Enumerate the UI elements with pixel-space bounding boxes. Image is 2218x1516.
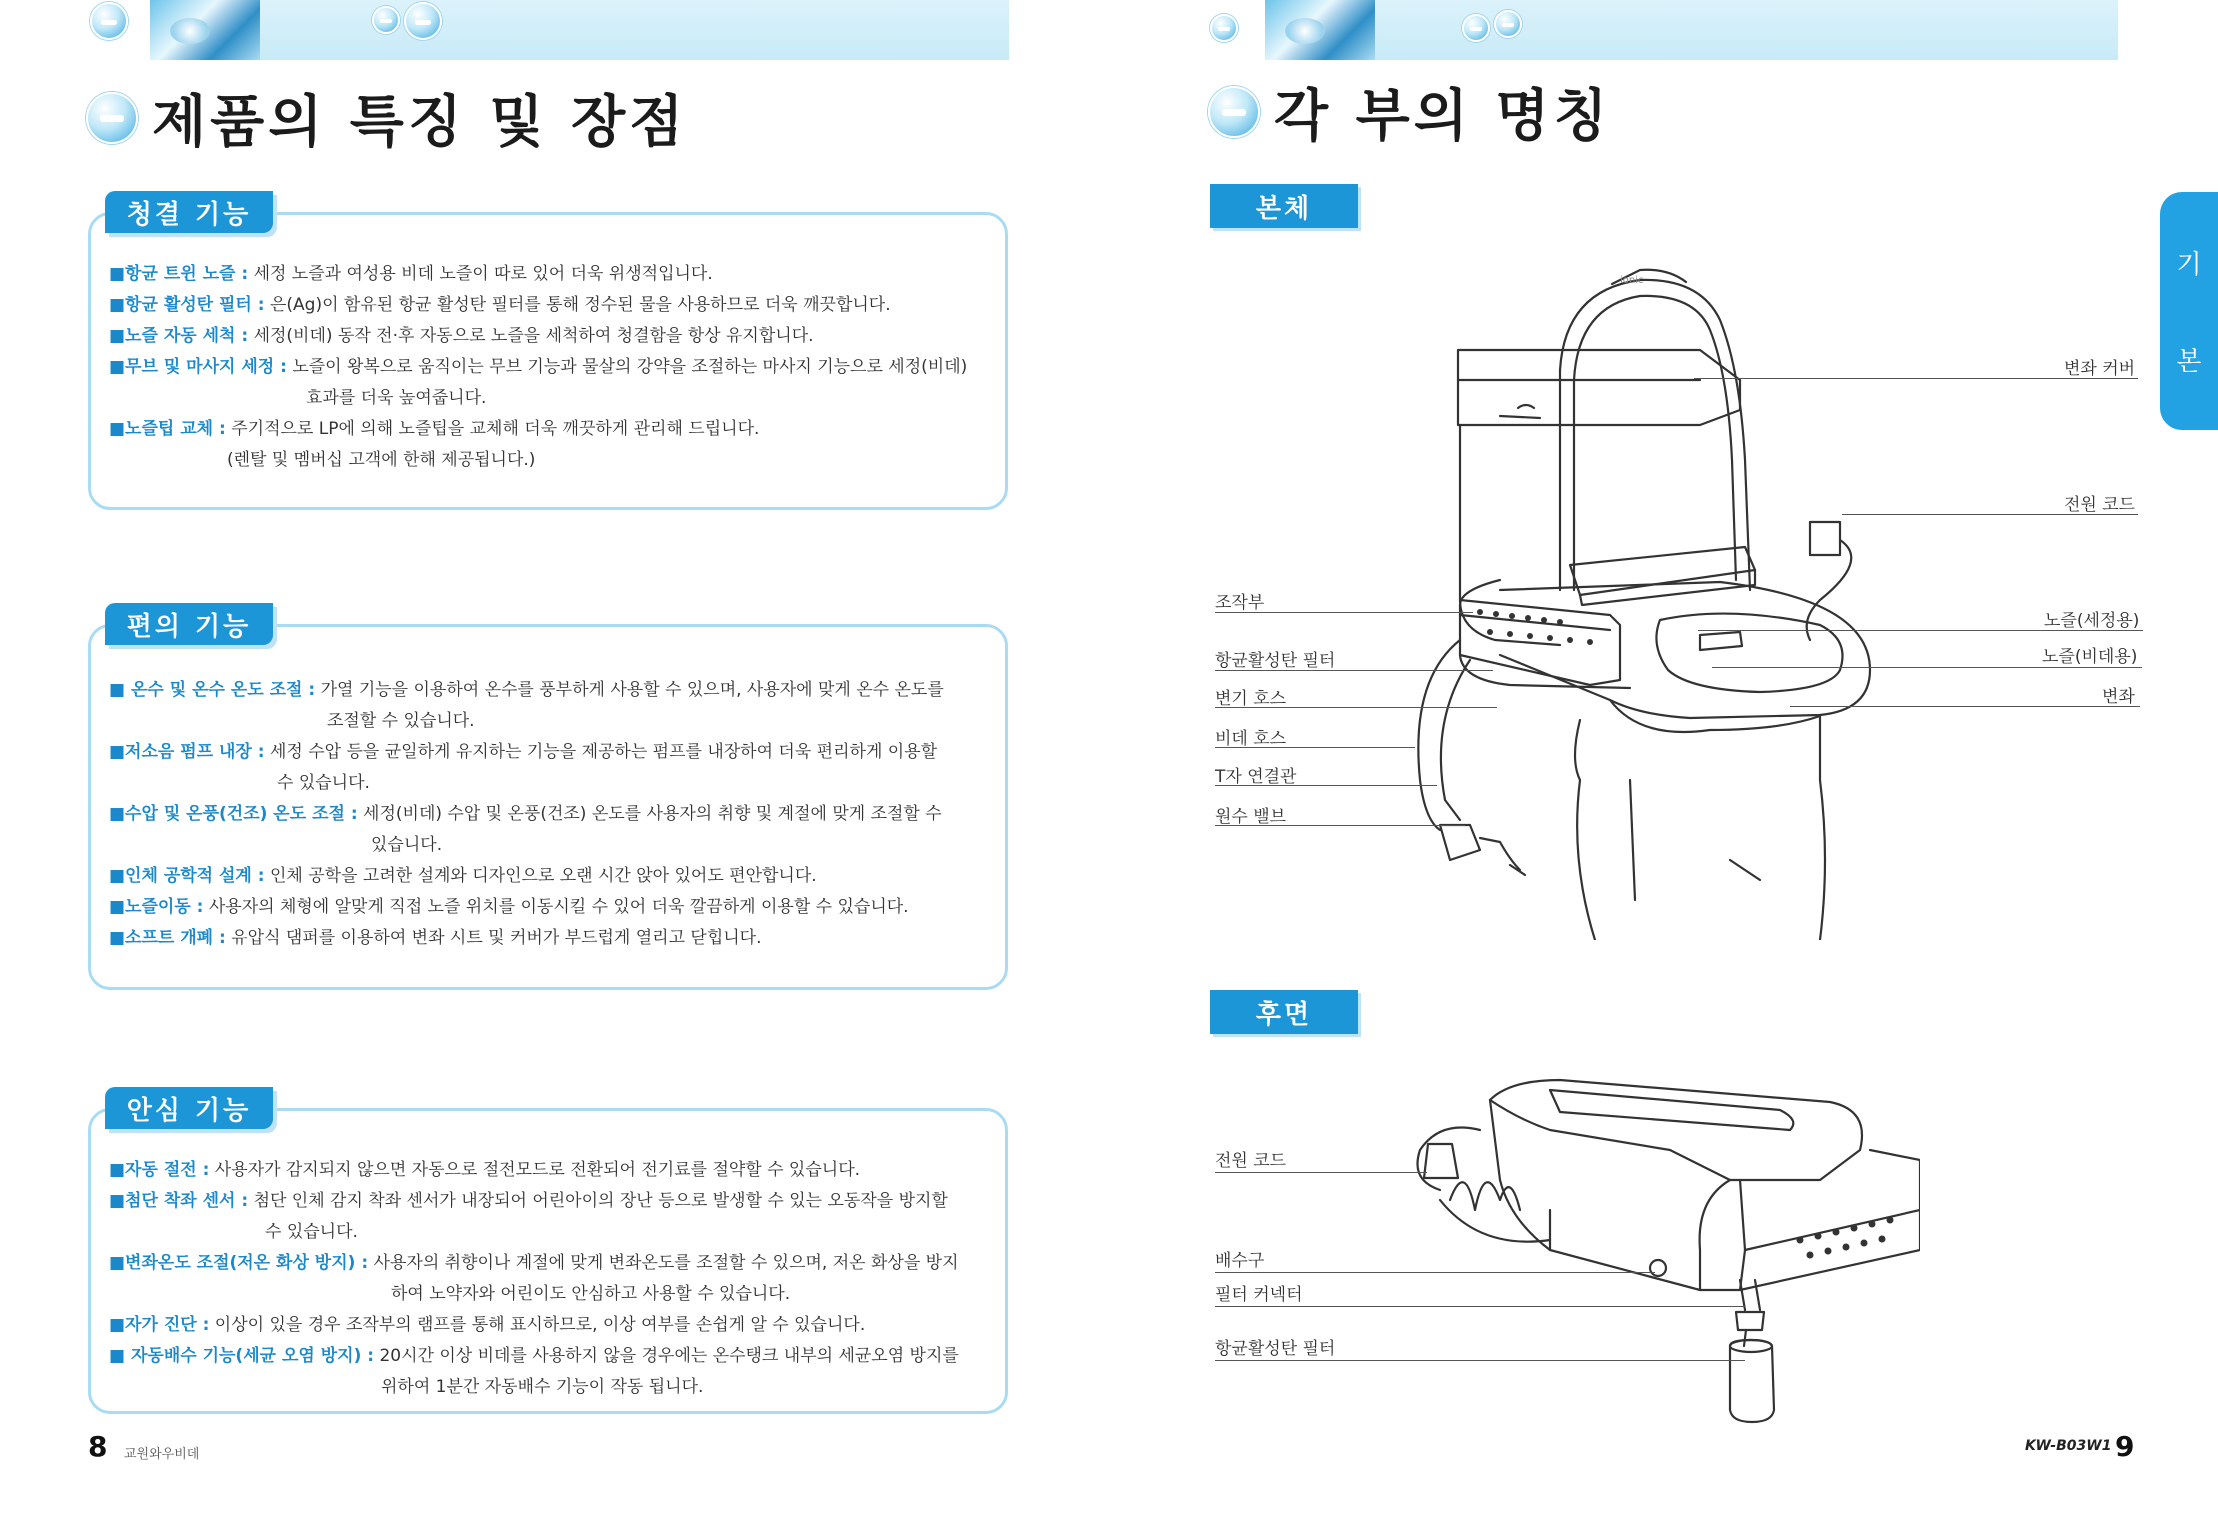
leader-line — [1790, 706, 2140, 707]
feature-section-convenience — [88, 611, 1008, 990]
leader-line — [1712, 667, 2142, 668]
feature-item — [109, 1310, 991, 1341]
leader-line — [1215, 612, 1473, 613]
callout-nozzle-wash: 노즐(세정용) — [2044, 611, 2140, 631]
feature-body: 세정 노즐과 여성용 비데 노즐이 따로 있어 더욱 위생적입니다. — [253, 264, 713, 284]
callout-rear-power-cord: 전원 코드 — [1215, 1151, 1287, 1171]
banner-image — [1265, 0, 1375, 60]
callout-toilet-hose: 변기 호스 — [1215, 689, 1287, 709]
feature-head: ■자가 진단 : — [109, 1315, 210, 1335]
callout-filter-connector: 필터 커넥터 — [1215, 1285, 1303, 1305]
leader-line — [1698, 630, 2143, 631]
callout-t-connector: T자 연결관 — [1215, 767, 1297, 787]
feature-body: 은(Ag)이 함유된 항균 활성탄 필터를 통해 정수된 물을 사용하므로 더욱 깨끗합니다. — [269, 295, 891, 315]
callout-power-cord: 전원 코드 — [2064, 495, 2136, 515]
feature-list — [109, 675, 991, 954]
feature-head: ■변좌온도 조절(저온 화상 방지) : — [109, 1253, 369, 1273]
bidet-front-illustration — [1400, 260, 1880, 940]
leader-line — [1694, 378, 2138, 379]
feature-body: 사용자의 체형에 알맞게 직접 노즐 위치를 이동시킬 수 있어 더욱 깔끔하게 이용할 수 있습니다. — [208, 897, 909, 917]
feature-item — [109, 923, 991, 954]
leader-line — [1215, 1272, 1655, 1273]
feature-item — [109, 321, 991, 352]
callout-control-panel: 조작부 — [1215, 593, 1265, 613]
feature-cont: 하여 노약자와 어린이도 안심하고 사용할 수 있습니다. — [391, 1284, 791, 1304]
section-label: 안심 기능 — [105, 1087, 273, 1129]
feature-head: ■저소음 펌프 내장 : — [109, 742, 265, 762]
feature-item — [109, 799, 991, 861]
callout-bidet-hose: 비데 호스 — [1215, 729, 1287, 749]
leader-line — [1215, 747, 1415, 748]
feature-head: ■수압 및 온풍(건조) 온도 조절 : — [109, 804, 358, 824]
feature-section-safety — [88, 1095, 1008, 1414]
bubble-icon — [404, 2, 442, 40]
bubble-icon — [372, 6, 400, 34]
callout-nozzle-bidet: 노즐(비데용) — [2042, 647, 2138, 667]
feature-cont: 효과를 더욱 높여줍니다. — [306, 388, 487, 408]
section-label: 편의 기능 — [105, 603, 273, 645]
feature-item — [109, 414, 991, 476]
feature-body: 이상이 있을 경우 조작부의 램프를 통해 표시하므로, 이상 여부를 손쉽게 알 수 있습니다. — [214, 1315, 866, 1335]
side-tab-basic[interactable] — [2160, 192, 2218, 430]
feature-item — [109, 1155, 991, 1186]
feature-item — [109, 290, 991, 321]
feature-cont: 수 있습니다. — [265, 1222, 358, 1242]
sub-label-body: 본체 — [1210, 184, 1358, 228]
feature-item — [109, 861, 991, 892]
model-name: KW-B03W1 — [2025, 1438, 2112, 1454]
leader-line — [1842, 514, 2138, 515]
leader-line — [1215, 707, 1497, 708]
feature-head: ■항균 트윈 노즐 : — [109, 264, 249, 284]
bubble-icon — [1494, 10, 1522, 38]
feature-head: ■첨단 착좌 센서 : — [109, 1191, 249, 1211]
feature-head: ■자동 절전 : — [109, 1160, 210, 1180]
feature-body: 노즐이 왕복으로 움직이는 무브 기능과 물살의 강약을 조절하는 마사지 기능으로 세정(비데) — [292, 357, 968, 377]
feature-body: 인체 공학을 고려한 설계와 디자인으로 오랜 시간 앉아 있어도 편안합니다. — [269, 866, 817, 886]
feature-head: ■ 자동배수 기능(세균 오염 방지) : — [109, 1346, 375, 1366]
feature-head: ■무브 및 마사지 세정 : — [109, 357, 287, 377]
feature-body: 세정 수압 등을 균일하게 유지하는 기능을 제공하는 펌프를 내장하여 더욱 편리하게 이용할 — [269, 742, 938, 762]
feature-item — [109, 675, 991, 737]
page-number: 8 — [88, 1430, 108, 1463]
feature-item — [109, 1248, 991, 1310]
feature-head: ■ 온수 및 온수 온도 조절 : — [109, 680, 316, 700]
footer-brand: 교원와우비데 — [124, 1447, 200, 1462]
title-bubble-icon — [86, 92, 138, 144]
feature-cont: 있습니다. — [371, 835, 443, 855]
leader-line — [1215, 785, 1437, 786]
top-banner-right — [1267, 0, 2118, 60]
feature-cont: 수 있습니다. — [277, 773, 370, 793]
page-title-left — [86, 78, 687, 158]
feature-head: ■노즐 자동 세척 : — [109, 326, 249, 346]
feature-head: ■노즐이동 : — [109, 897, 204, 917]
feature-list — [109, 1155, 991, 1403]
callout-filter: 항균활성탄 필터 — [1215, 651, 1336, 671]
sub-label-rear: 후면 — [1210, 990, 1358, 1034]
feature-body: 유압식 댐퍼를 이용하여 변좌 시트 및 커버가 부드럽게 열리고 닫힙니다. — [231, 928, 762, 948]
page-title-right — [1208, 72, 1611, 152]
feature-body: 세정(비데) 수압 및 온풍(건조) 온도를 사용자의 취향 및 계절에 맞게 조절할 수 — [363, 804, 942, 824]
side-tab-char: 본 — [2176, 347, 2202, 377]
leader-line — [1215, 825, 1465, 826]
section-label: 청결 기능 — [105, 191, 273, 233]
feature-body: 사용자가 감지되지 않으면 자동으로 절전모드로 전환되어 전기료를 절약할 수 있습니다. — [214, 1160, 861, 1180]
leader-line — [1215, 670, 1493, 671]
callout-seat: 변좌 — [2102, 687, 2135, 707]
feature-cont: (렌탈 및 멤버십 고객에 한해 제공됩니다.) — [227, 450, 536, 470]
page-title: 각 부의 명칭 — [1274, 84, 1612, 149]
top-banner-left — [153, 0, 1009, 60]
feature-head: ■인체 공학적 설계 : — [109, 866, 265, 886]
title-bubble-icon — [1208, 86, 1260, 138]
callout-seat-cover: 변좌 커버 — [2064, 359, 2136, 379]
page-title: 제품의 특징 및 장점 — [152, 90, 688, 155]
callout-water-valve: 원수 밸브 — [1215, 807, 1287, 827]
bidet-rear-illustration — [1400, 1050, 1920, 1430]
feature-item — [109, 737, 991, 799]
feature-body: 사용자의 취향이나 계절에 맞게 변좌온도를 조절할 수 있으며, 저온 화상을 방지 — [373, 1253, 959, 1273]
feature-cont: 위하여 1분간 자동배수 기능이 작동 됩니다. — [381, 1377, 704, 1397]
feature-item — [109, 352, 991, 414]
feature-item — [109, 1186, 991, 1248]
leader-line — [1215, 1306, 1745, 1307]
bubble-icon — [1462, 14, 1490, 42]
leader-line — [1215, 1172, 1427, 1173]
page-number: 9 — [2115, 1430, 2135, 1463]
feature-body: 세정(비데) 동작 전·후 자동으로 노즐을 세척하여 청결함을 항상 유지합니다. — [253, 326, 814, 346]
bubble-icon — [90, 2, 128, 40]
logo-text: ionic — [1620, 275, 1644, 286]
feature-section-cleaning — [88, 199, 1008, 510]
feature-head: ■노즐팁 교체 : — [109, 419, 226, 439]
feature-item — [109, 892, 991, 923]
feature-head: ■소프트 개폐 : — [109, 928, 226, 948]
feature-body: 첨단 인체 감지 착좌 센서가 내장되어 어린아이의 장난 등으로 발생할 수 있는 오동작을 방지할 — [253, 1191, 948, 1211]
callout-drain: 배수구 — [1215, 1251, 1265, 1271]
feature-body: 20시간 이상 비데를 사용하지 않을 경우에는 온수탱크 내부의 세균오염 방지를 — [379, 1346, 959, 1366]
feature-item — [109, 1341, 991, 1403]
feature-list — [109, 259, 991, 476]
side-tab-char: 기 — [2176, 250, 2202, 280]
callout-rear-filter: 항균활성탄 필터 — [1215, 1339, 1336, 1359]
feature-body: 주기적으로 LP에 의해 노즐팁을 교체해 더욱 깨끗하게 관리해 드립니다. — [231, 419, 760, 439]
bubble-icon — [1210, 14, 1238, 42]
banner-image — [150, 0, 260, 60]
feature-cont: 조절할 수 있습니다. — [327, 711, 475, 731]
feature-body: 가열 기능을 이용하여 온수를 풍부하게 사용할 수 있으며, 사용자에 맞게 온수 온도를 — [320, 680, 944, 700]
leader-line — [1215, 1360, 1745, 1361]
feature-head: ■항균 활성탄 필터 : — [109, 295, 265, 315]
feature-item — [109, 259, 991, 290]
